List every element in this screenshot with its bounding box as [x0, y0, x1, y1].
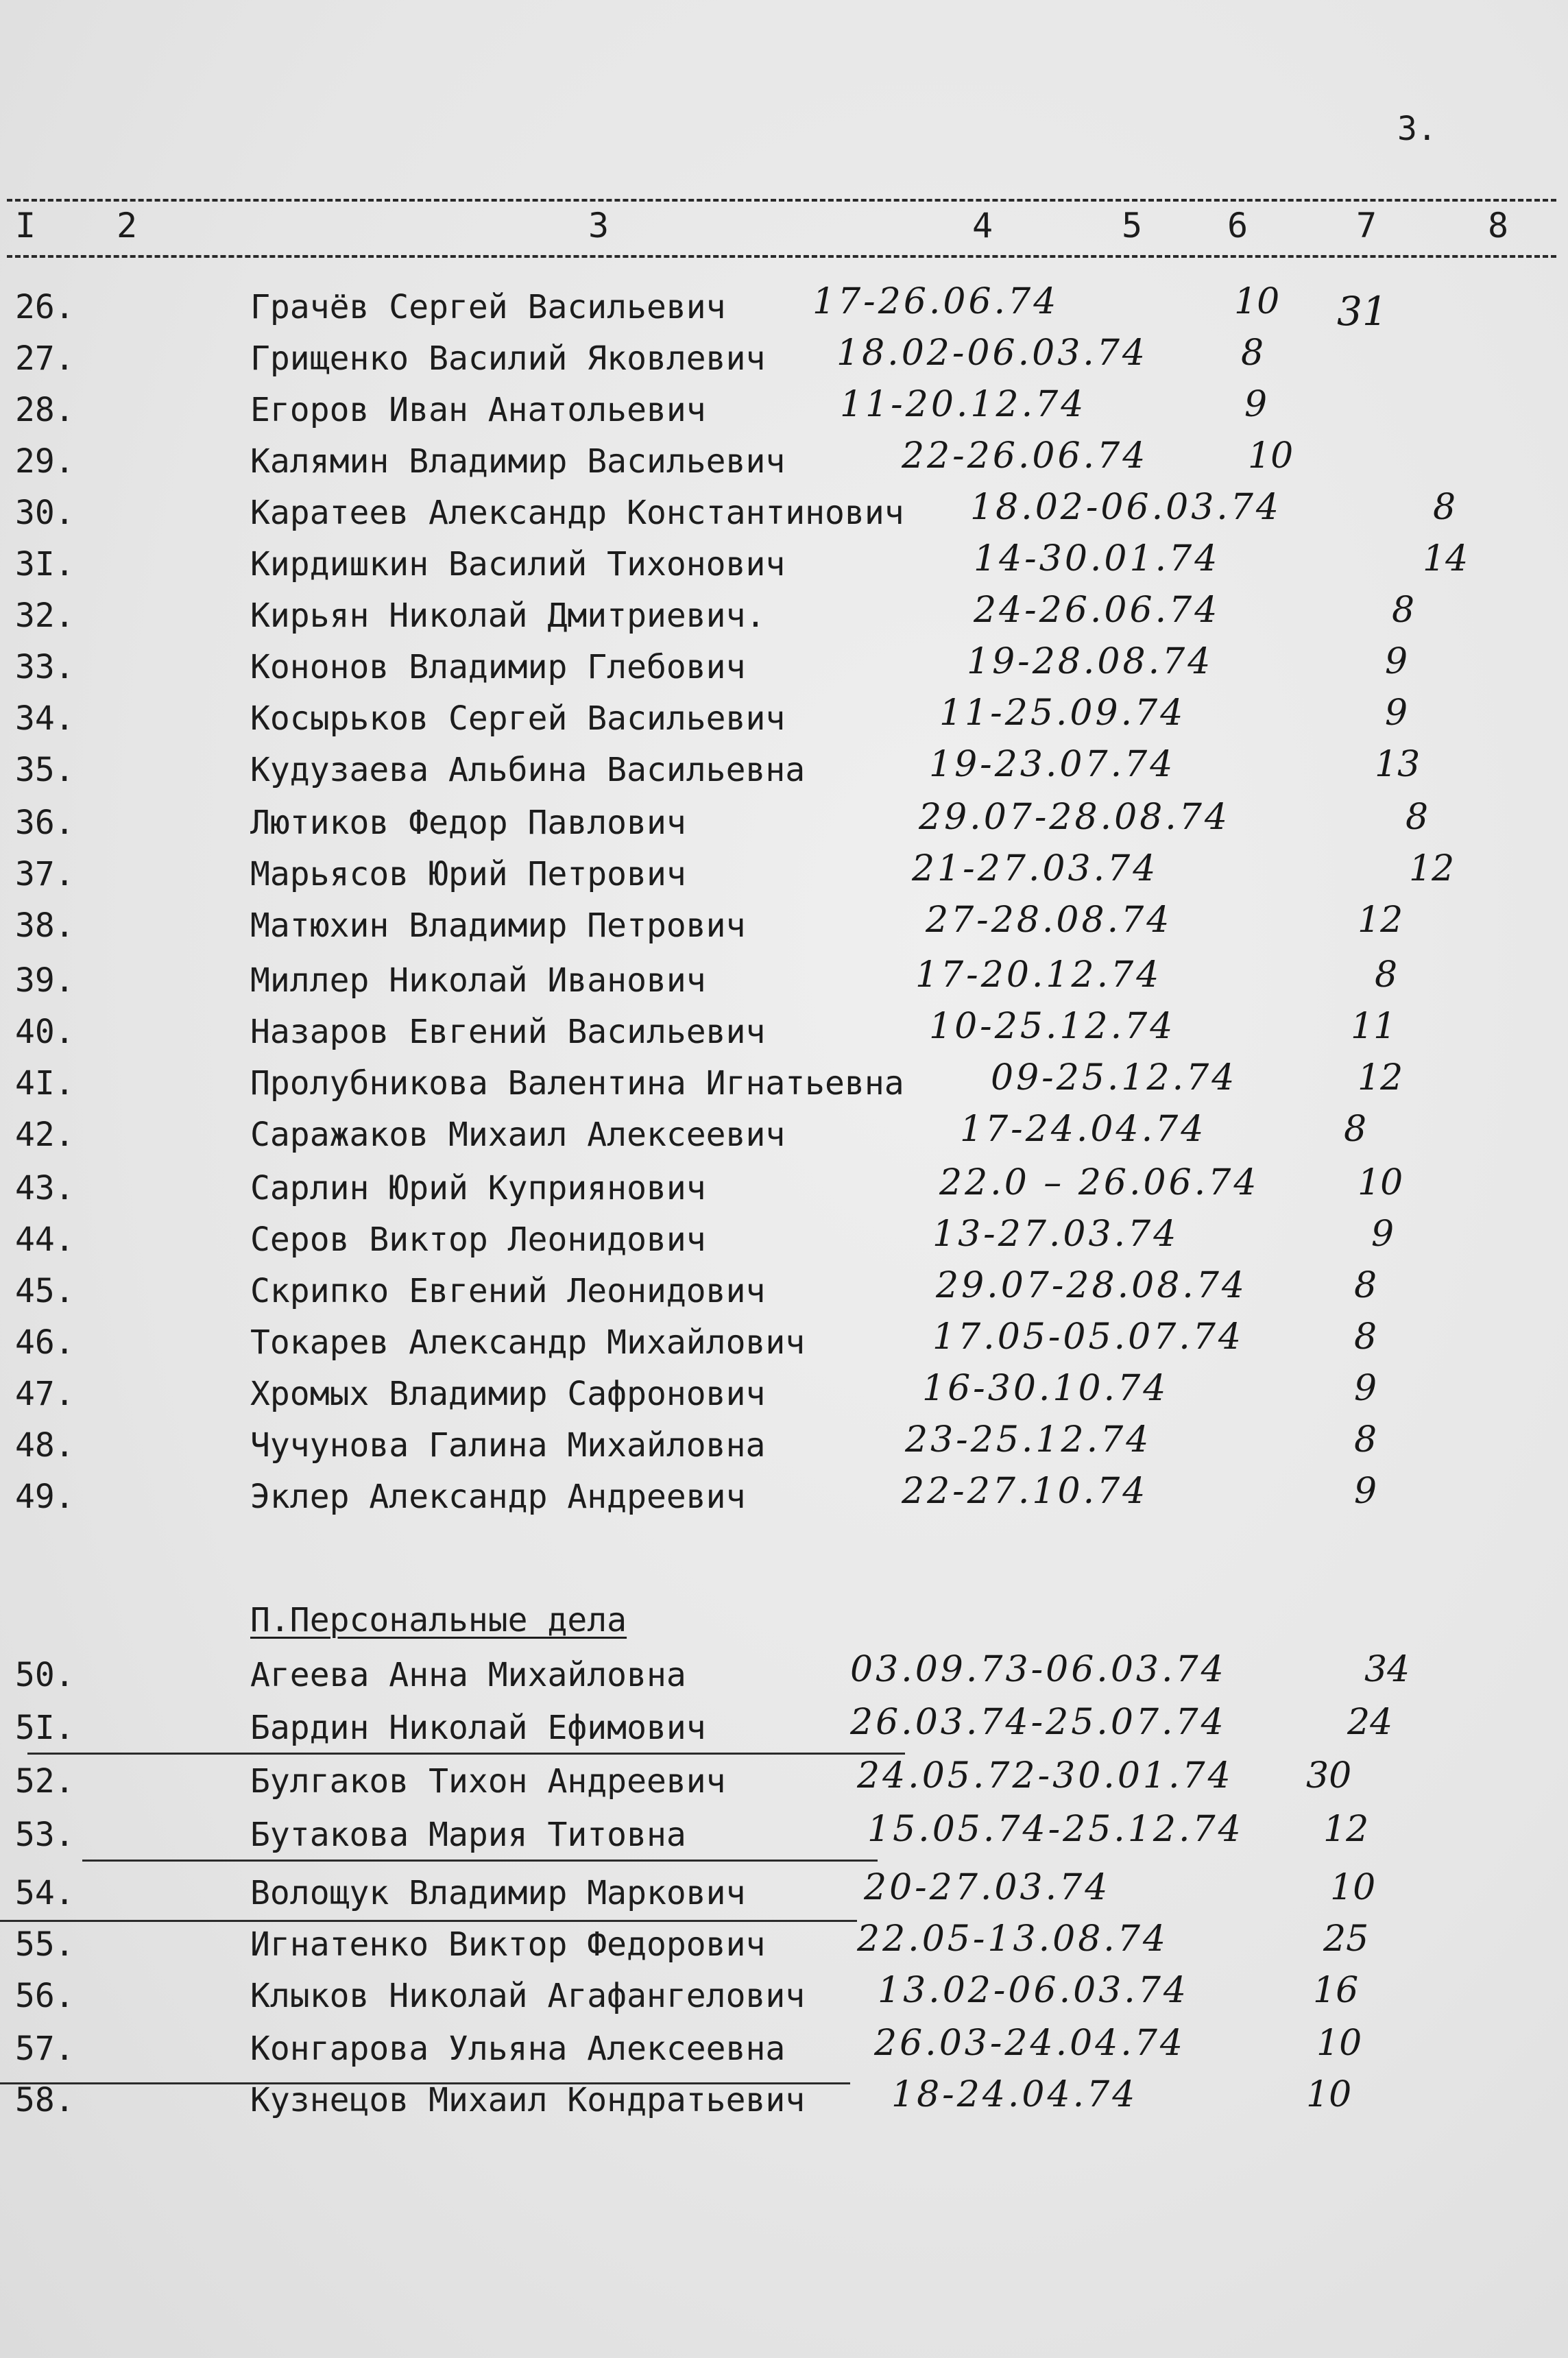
entry-dates: 09-25.12.74 — [991, 1057, 1238, 1098]
entry-dates: 22.0 – 26.06.74 — [939, 1162, 1259, 1203]
list-item — [0, 693, 1568, 751]
header-rule-bottom — [7, 255, 1556, 258]
entry-name: Игнатенко Виктор Федорович — [250, 1925, 766, 1964]
entry-number: 38. — [15, 906, 75, 945]
entry-count: 11 — [1351, 1006, 1397, 1047]
list-item — [0, 1809, 1568, 1868]
entry-count: 12 — [1323, 1809, 1369, 1850]
list-item — [0, 641, 1568, 700]
entry-name: Миллер Николай Иванович — [250, 961, 706, 1000]
entry-dates: 22.05-13.08.74 — [857, 1918, 1168, 1960]
entry-number: 52. — [15, 1762, 75, 1801]
list-item — [0, 1057, 1568, 1116]
entry-number: 50. — [15, 1656, 75, 1694]
entry-name: Косырьков Сергей Васильевич — [250, 699, 786, 738]
entry-count: 16 — [1313, 1970, 1359, 2011]
entry-count: 8 — [1241, 333, 1264, 374]
entry-number: 35. — [15, 751, 75, 789]
entry-dates: 11-25.09.74 — [939, 693, 1186, 734]
entry-number: 43. — [15, 1169, 75, 1207]
entry-count: 9 — [1371, 1214, 1395, 1255]
list-item — [0, 590, 1568, 649]
entry-dates: 17-26.06.74 — [812, 281, 1059, 322]
entry-dates: 03.09.73-06.03.74 — [850, 1649, 1227, 1690]
entry-count: 14 — [1423, 538, 1469, 579]
entry-number: 48. — [15, 1426, 75, 1465]
entry-number: 3I. — [15, 545, 75, 584]
list-item — [0, 848, 1568, 907]
entry-name: Кирдишкин Василий Тихонович — [250, 545, 786, 584]
list-item — [0, 1702, 1568, 1761]
list-item — [0, 797, 1568, 856]
entry-dates: 18.02-06.03.74 — [836, 333, 1148, 374]
entry-dates: 23-25.12.74 — [905, 1419, 1152, 1460]
entry-name: Пролубникова Валентина Игнатьевна — [250, 1064, 904, 1103]
entry-number: 36. — [15, 804, 75, 842]
column-number-1: I — [15, 206, 36, 245]
entry-name: Эклер Александр Андреевич — [250, 1478, 746, 1516]
entry-number: 56. — [15, 1977, 75, 2015]
entry-number: 58. — [15, 2081, 75, 2119]
entry-number: 26. — [15, 288, 75, 326]
handwritten-extra-mark: 31 — [1337, 288, 1388, 335]
entry-count: 10 — [1306, 2074, 1352, 2115]
entry-count: 8 — [1354, 1265, 1377, 1306]
list-item — [0, 1649, 1568, 1708]
list-item — [0, 384, 1568, 443]
entry-count: 10 — [1234, 281, 1280, 322]
entry-number: 28. — [15, 391, 75, 429]
list-item — [0, 1109, 1568, 1168]
entry-name: Кудузаева Альбина Васильевна — [250, 751, 806, 789]
column-number-2: 2 — [117, 206, 138, 245]
entry-name: Лютиков Федор Павлович — [250, 804, 686, 842]
list-item — [0, 333, 1568, 392]
entry-count: 13 — [1375, 744, 1421, 785]
entry-number: 4I. — [15, 1064, 75, 1103]
entry-count: 12 — [1358, 1057, 1403, 1098]
entry-name: Булгаков Тихон Андреевич — [250, 1762, 726, 1801]
entry-count: 9 — [1385, 693, 1408, 734]
entry-name: Матюхин Владимир Петрович — [250, 906, 746, 945]
entry-count: 10 — [1316, 2023, 1362, 2064]
entry-number: 47. — [15, 1375, 75, 1413]
list-item — [0, 487, 1568, 546]
section-heading: П.Персональные дела — [250, 1601, 627, 1639]
entry-count: 8 — [1375, 954, 1398, 996]
entry-dates: 18-24.04.74 — [891, 2074, 1138, 2115]
list-item — [0, 1419, 1568, 1478]
entry-count: 8 — [1433, 487, 1456, 528]
entry-name: Егоров Иван Анатольевич — [250, 391, 706, 429]
list-item — [0, 538, 1568, 597]
entry-name: Грищенко Василий Яковлевич — [250, 339, 766, 378]
entry-number: 53. — [15, 1816, 75, 1854]
entry-dates: 22-26.06.74 — [902, 435, 1148, 477]
entry-dates: 29.07-28.08.74 — [936, 1265, 1247, 1306]
entry-dates: 24-26.06.74 — [974, 590, 1220, 631]
entry-name: Хромых Владимир Сафронович — [250, 1375, 766, 1413]
entry-name: Клыков Николай Агафангелович — [250, 1977, 806, 2015]
entry-name: Бардин Николай Ефимович — [250, 1709, 706, 1747]
entry-count: 8 — [1344, 1109, 1367, 1150]
entry-dates: 14-30.01.74 — [974, 538, 1220, 579]
entry-number: 33. — [15, 648, 75, 686]
list-item — [0, 900, 1568, 959]
list-item — [0, 1755, 1568, 1814]
entry-name: Скрипко Евгений Леонидович — [250, 1272, 766, 1310]
entry-dates: 20-27.03.74 — [864, 1867, 1111, 1908]
entry-number: 57. — [15, 2030, 75, 2068]
entry-dates: 17-24.04.74 — [960, 1109, 1207, 1150]
page-number: 3. — [1397, 110, 1437, 148]
entry-dates: 17.05-05.07.74 — [932, 1316, 1244, 1358]
entry-name: Сарлин Юрий Куприянович — [250, 1169, 706, 1207]
entry-dates: 10-25.12.74 — [929, 1006, 1176, 1047]
entry-dates: 24.05.72-30.01.74 — [857, 1755, 1233, 1796]
entry-dates: 17-20.12.74 — [915, 954, 1162, 996]
entry-count: 8 — [1354, 1316, 1377, 1358]
entry-name: Чучунова Галина Михайловна — [250, 1426, 766, 1465]
entry-name: Саражаков Михаил Алексеевич — [250, 1116, 786, 1154]
entry-number: 44. — [15, 1220, 75, 1259]
entry-number: 37. — [15, 855, 75, 893]
entry-count: 10 — [1248, 435, 1294, 477]
list-item — [0, 1162, 1568, 1221]
column-number-6: 6 — [1227, 206, 1249, 245]
entry-dates: 11-20.12.74 — [840, 384, 1087, 425]
entry-number: 46. — [15, 1323, 75, 1362]
list-item — [0, 2074, 1568, 2133]
list-item — [0, 1471, 1568, 1530]
entry-count: 9 — [1385, 641, 1408, 682]
entry-dates: 19-28.08.74 — [967, 641, 1214, 682]
entry-name: Кирьян Николай Дмитриевич. — [250, 597, 766, 635]
entry-dates: 26.03-24.04.74 — [874, 2023, 1185, 2064]
list-item — [0, 1368, 1568, 1427]
entry-dates: 18.02-06.03.74 — [970, 487, 1281, 528]
entry-number: 34. — [15, 699, 75, 738]
list-item — [0, 954, 1568, 1013]
entry-number: 54. — [15, 1874, 75, 1912]
entry-number: 49. — [15, 1478, 75, 1516]
entry-count: 24 — [1347, 1702, 1393, 1743]
list-item — [0, 1970, 1568, 2029]
entry-count: 34 — [1364, 1649, 1410, 1690]
entry-name: Серов Виктор Леонидович — [250, 1220, 706, 1259]
entry-number: 30. — [15, 494, 75, 532]
entry-count: 9 — [1354, 1368, 1377, 1409]
column-number-5: 5 — [1122, 206, 1143, 245]
entry-dates: 27-28.08.74 — [926, 900, 1172, 941]
list-item — [0, 1006, 1568, 1065]
entry-name: Кузнецов Михаил Кондратьевич — [250, 2081, 806, 2119]
entry-name: Конгарова Ульяна Алексеевна — [250, 2030, 786, 2068]
entry-number: 29. — [15, 442, 75, 481]
list-item — [0, 1214, 1568, 1273]
entry-name: Грачёв Сергей Васильевич — [250, 288, 726, 326]
entry-name: Каратеев Александр Константинович — [250, 494, 904, 532]
list-item — [0, 281, 1568, 340]
entry-dates: 13-27.03.74 — [932, 1214, 1179, 1255]
entry-count: 8 — [1406, 797, 1429, 838]
entry-name: Волощук Владимир Маркович — [250, 1874, 746, 1912]
list-item — [0, 744, 1568, 803]
entry-count: 8 — [1354, 1419, 1377, 1460]
entry-dates: 19-23.07.74 — [929, 744, 1176, 785]
entry-number: 39. — [15, 961, 75, 1000]
column-number-7: 7 — [1356, 206, 1377, 245]
column-number-3: 3 — [588, 206, 610, 245]
entry-dates: 29.07-28.08.74 — [919, 797, 1230, 838]
entry-name: Агеева Анна Михайловна — [250, 1656, 686, 1694]
entry-number: 42. — [15, 1116, 75, 1154]
entry-count: 10 — [1358, 1162, 1403, 1203]
header-rule-top — [7, 199, 1556, 202]
entry-count: 9 — [1244, 384, 1268, 425]
list-item — [0, 1316, 1568, 1375]
entry-dates: 22-27.10.74 — [902, 1471, 1148, 1512]
entry-count: 12 — [1358, 900, 1403, 941]
entry-dates: 21-27.03.74 — [912, 848, 1159, 889]
entry-number: 32. — [15, 597, 75, 635]
entry-count: 12 — [1409, 848, 1455, 889]
entry-count: 25 — [1323, 1918, 1369, 1960]
entry-name: Марьясов Юрий Петрович — [250, 855, 686, 893]
entry-name: Токарев Александр Михайлович — [250, 1323, 806, 1362]
entry-number: 45. — [15, 1272, 75, 1310]
entry-count: 9 — [1354, 1471, 1377, 1512]
entry-count: 30 — [1306, 1755, 1352, 1796]
entry-count: 8 — [1392, 590, 1415, 631]
column-number-4: 4 — [972, 206, 993, 245]
entry-dates: 13.02-06.03.74 — [878, 1970, 1189, 2011]
entry-name: Кононов Владимир Глебович — [250, 648, 746, 686]
list-item — [0, 435, 1568, 494]
list-item — [0, 1265, 1568, 1324]
entry-number: 40. — [15, 1013, 75, 1051]
entry-dates: 16-30.10.74 — [922, 1368, 1169, 1409]
entry-dates: 15.05.74-25.12.74 — [867, 1809, 1244, 1850]
entry-name: Назаров Евгений Васильевич — [250, 1013, 766, 1051]
entry-count: 10 — [1330, 1867, 1376, 1908]
column-number-8: 8 — [1488, 206, 1509, 245]
entry-number: 27. — [15, 339, 75, 378]
entry-number: 5I. — [15, 1709, 75, 1747]
entry-dates: 26.03.74-25.07.74 — [850, 1702, 1227, 1743]
entry-number: 55. — [15, 1925, 75, 1964]
entry-name: Калямин Владимир Васильевич — [250, 442, 786, 481]
entry-name: Бутакова Мария Титовна — [250, 1816, 686, 1854]
